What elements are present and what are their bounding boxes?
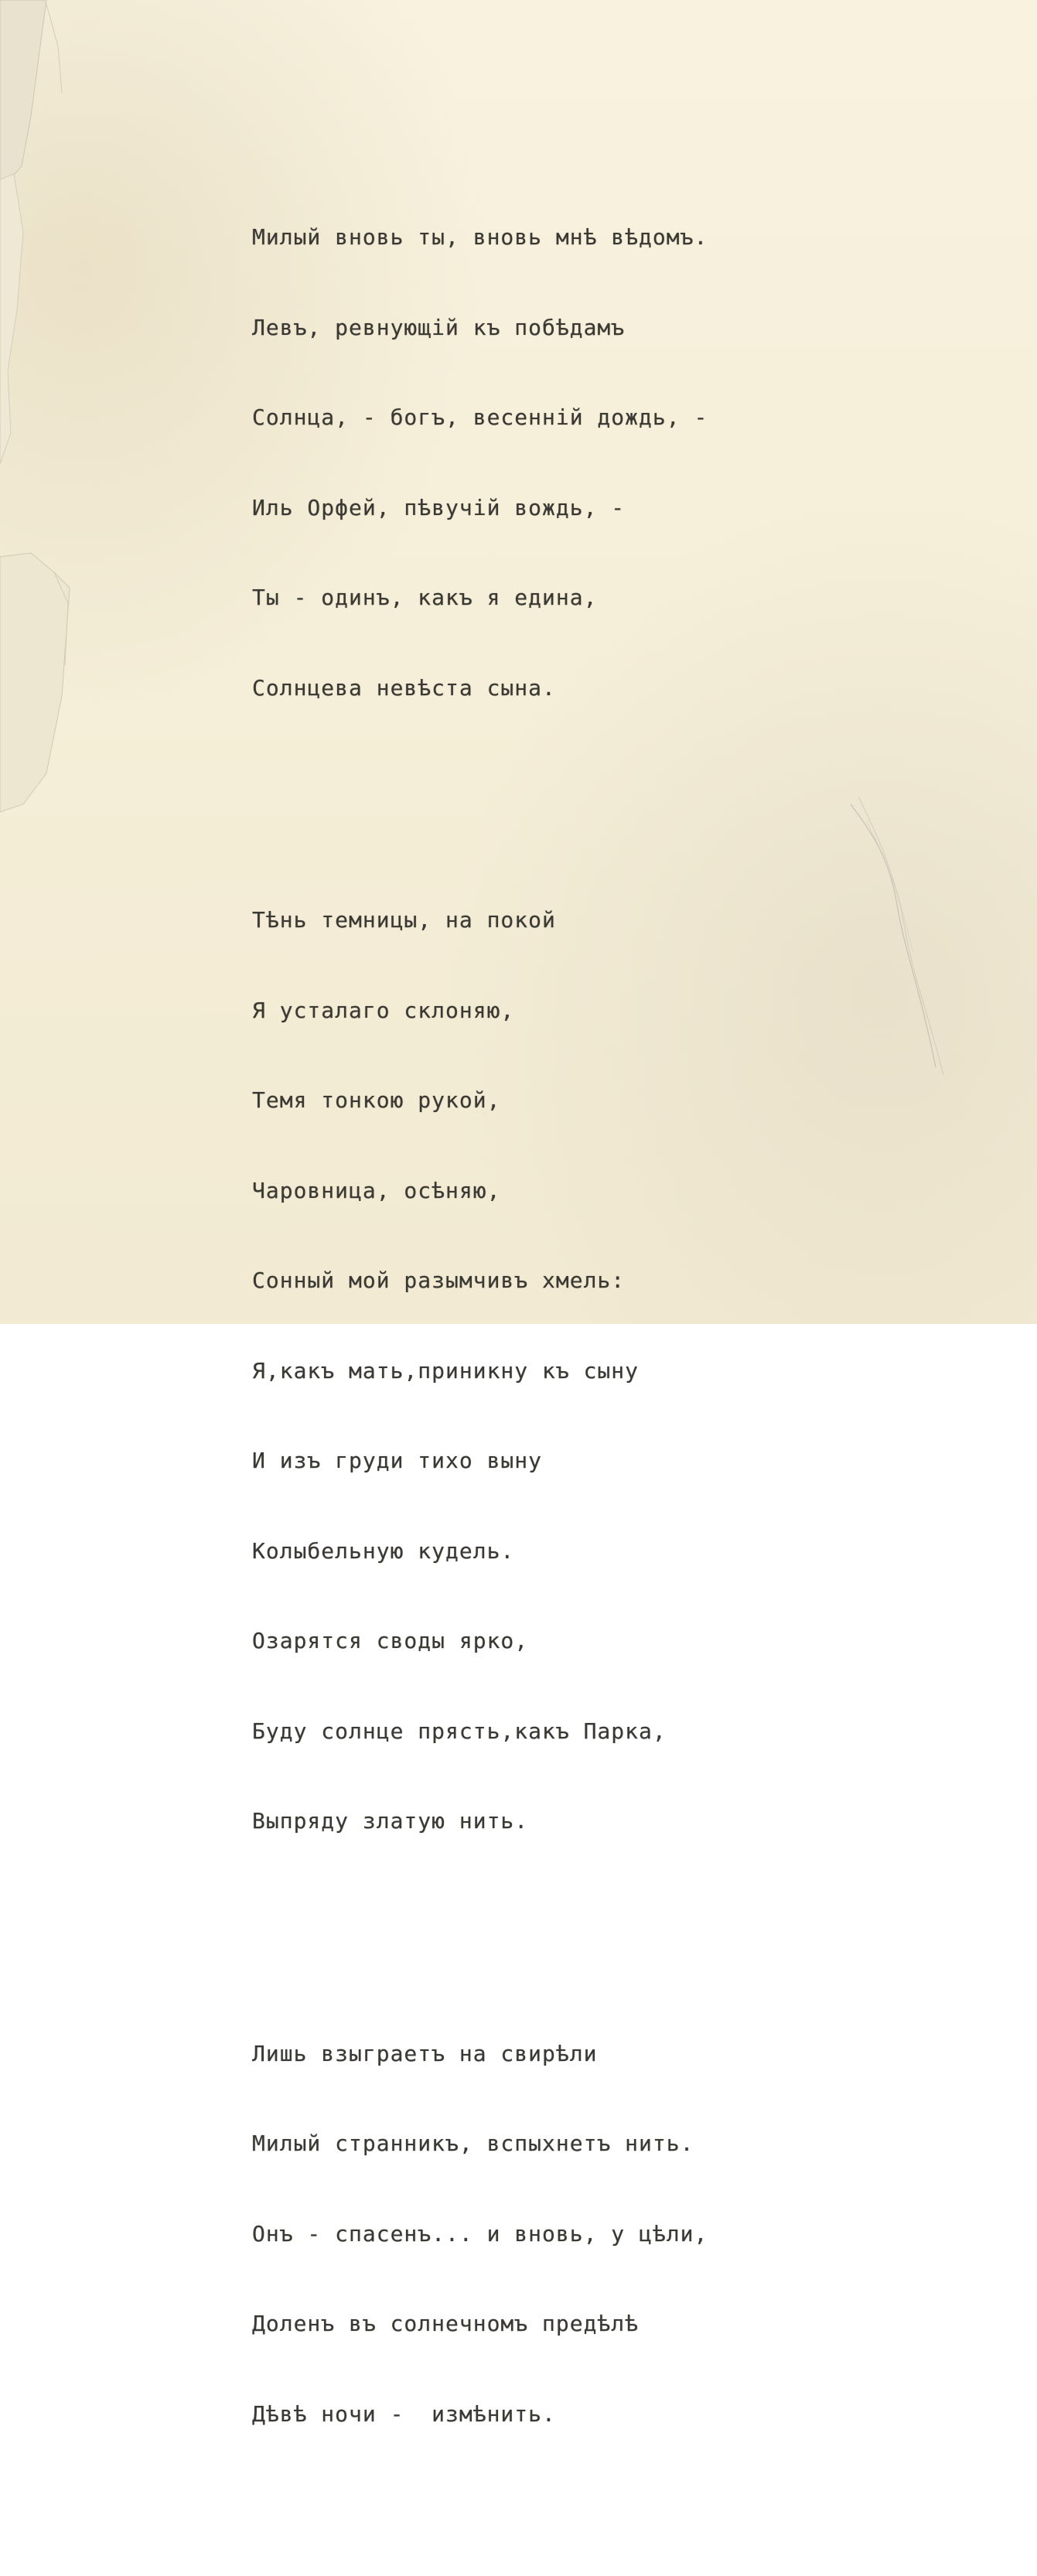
poem-line: Ты - одинъ, какъ я едина,	[252, 585, 598, 610]
poem-line: Солнцева невѣста сына.	[252, 674, 556, 701]
poem-line: Колыбельную кудель.	[252, 1537, 515, 1564]
poem-line: Милый вновь ты, вновь мнѣ вѣдомъ.	[252, 224, 708, 250]
stanza-3	[252, 1984, 732, 2486]
poem-line: Левъ, ревнующій къ побѣдамъ	[252, 314, 626, 340]
poem-line: Доленъ въ солнечномъ предѣлѣ	[252, 2311, 640, 2336]
pencil-smudge	[843, 789, 959, 1083]
poem-line: Выпряду златую нить.	[252, 1808, 529, 1834]
poem-text	[252, 116, 732, 2576]
torn-left-edge	[0, 0, 85, 1324]
poem-line: Буду солнце прясть,какъ Парка,	[252, 1718, 667, 1744]
poem-line: Темя тонкою рукой,	[252, 1087, 501, 1113]
poem-line: Сонный мой разымчивъ хмель:	[252, 1268, 626, 1293]
poem-line: И изъ груди тихо выну	[252, 1448, 543, 1473]
poem-line: Лишь взыграетъ на свирѣли	[252, 2040, 598, 2066]
poem-line: Онъ - спасенъ... и вновь, у цѣли,	[252, 2220, 708, 2247]
poem-line: Милый странникъ, вспыхнетъ нить.	[252, 2131, 694, 2156]
poem-line: Я,какъ мать,приникну къ сыну	[252, 1357, 640, 1384]
poem-line: Тѣнь темницы, на покой	[252, 907, 556, 933]
poem-line: Чаровница, осѣняю,	[252, 1177, 501, 1203]
poem-line: Дѣвѣ ночи - измѣнить.	[252, 2400, 556, 2427]
poem-line: Я усталаго склоняю,	[252, 997, 515, 1023]
stanza-1	[252, 167, 732, 759]
poem-line: Озарятся своды ярко,	[252, 1628, 529, 1653]
poem-line: Солнца, - богъ, весенній дождь, -	[252, 404, 708, 430]
stanza-2	[252, 850, 732, 1892]
poem-line: Иль Орфей, пѣвучій вождь, -	[252, 494, 626, 520]
